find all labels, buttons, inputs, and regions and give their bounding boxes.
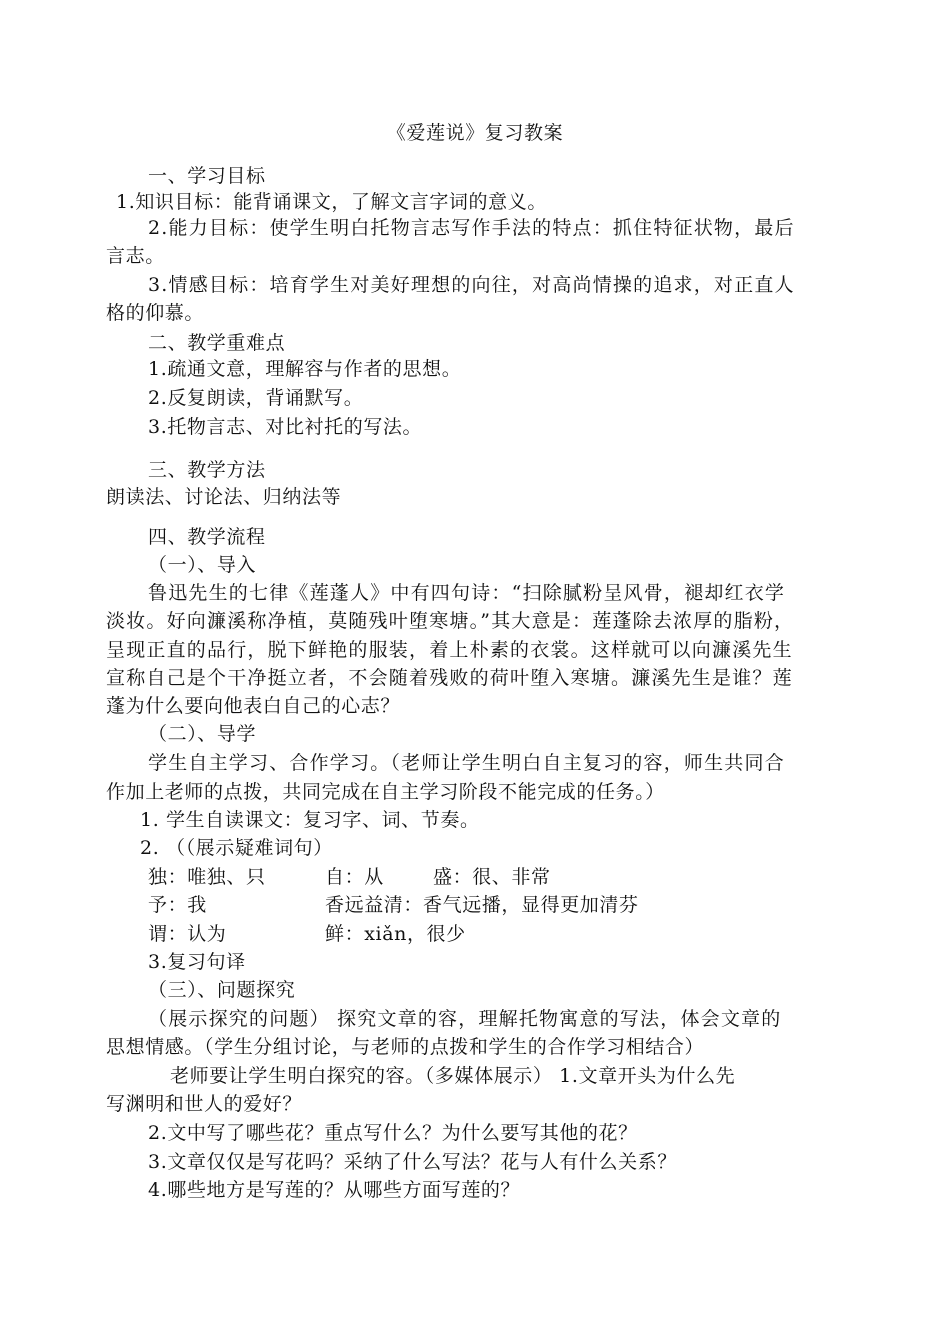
list-item: 4.哪些地方是写莲的？从哪些方面写莲的？ [148, 1179, 521, 1201]
list-item: 3.文章仅仅是写花吗？采纳了什么写法？花与人有什么关系？ [148, 1151, 677, 1173]
section-heading: 三、教学方法 [148, 459, 266, 481]
paragraph-line: 朗读法、讨论法、归纳法等 [106, 486, 342, 508]
glossary-term: 予：我 [148, 894, 207, 916]
paragraph-line: 1.疏通文意，理解容与作者的思想。 [148, 358, 462, 380]
glossary-term: 谓：认为 [148, 923, 227, 945]
subsection-heading: （三）、问题探究 [148, 979, 296, 1001]
paragraph-line: 呈现正直的品行，脱下鲜艳的服装，着上朴素的衣裳。这样就可以向濂溪先生 [106, 639, 793, 661]
glossary-term: 盛：很、非常 [433, 866, 551, 888]
subsection-heading: （二）、导学 [148, 723, 257, 745]
list-item: 1. 学生自读课文：复习字、词、节奏。 [140, 809, 480, 831]
paragraph-line: 3.情感目标：培育学生对美好理想的向往，对高尚情操的追求，对正直人 [148, 274, 795, 296]
paragraph-line: 2.反复朗读，背诵默写。 [148, 387, 364, 409]
paragraph-line: 鲁迅先生的七律《莲蓬人》中有四句诗：“扫除腻粉呈风骨，褪却红衣学 [148, 582, 786, 604]
paragraph-line: 宣称自己是个干净挺立者，不会随着残败的荷叶堕入寒塘。濂溪先生是谁？莲 [106, 667, 793, 689]
paragraph-line: 蓬为什么要向他表白自己的心志？ [106, 695, 401, 717]
document-title: 《爱莲说》复习教案 [386, 122, 564, 144]
paragraph-line: 淡妆。好向濂溪称净植，莫随残叶堕寒塘。”其大意是：莲蓬除去浓厚的脂粉， [106, 610, 795, 632]
glossary-term: 香远益清：香气远播，显得更加清芬 [325, 894, 639, 916]
paragraph-line: 作加上老师的点拨，共同完成在自主学习阶段不能完成的任务。） [106, 781, 665, 803]
section-heading: 二、教学重难点 [148, 332, 286, 354]
list-item: 3.复习句译 [148, 951, 246, 973]
paragraph-line: （展示探究的问题） 探究文章的容，理解托物寓意的写法，体会文章的 [148, 1008, 782, 1030]
paragraph-line: 3.托物言志、对比衬托的写法。 [148, 416, 423, 438]
list-item: 2.文中写了哪些花？重点写什么？为什么要写其他的花？ [148, 1122, 638, 1144]
subsection-heading: （一）、导入 [148, 554, 257, 576]
paragraph-line: 老师要让学生明白探究的容。（多媒体展示） 1.文章开头为什么先 [170, 1065, 736, 1087]
list-item: 2. （（展示疑难词句） [140, 837, 333, 859]
section-heading: 四、教学流程 [148, 526, 266, 548]
paragraph-line: 学生自主学习、合作学习。（老师让学生明白自主复习的容，师生共同合 [148, 752, 785, 774]
paragraph-line: 言志。 [106, 245, 165, 267]
paragraph-line: 2.能力目标：使学生明白托物言志写作手法的特点：抓住特征状物，最后 [148, 217, 795, 239]
paragraph-line: 写渊明和世人的爱好？ [106, 1093, 303, 1115]
section-heading: 一、学习目标 [148, 165, 266, 187]
paragraph-line: 1.知识目标：能背诵课文，了解文言字词的意义。 [116, 191, 547, 213]
glossary-term: 独：唯独、只 [148, 866, 266, 888]
paragraph-line: 格的仰慕。 [106, 302, 205, 324]
paragraph-line: 思想情感。（学生分组讨论，与老师的点拨和学生的合作学习相结合） [106, 1036, 705, 1058]
glossary-term: 自：从 [325, 866, 384, 888]
glossary-term: 鲜：xiǎn，很少 [325, 923, 466, 945]
